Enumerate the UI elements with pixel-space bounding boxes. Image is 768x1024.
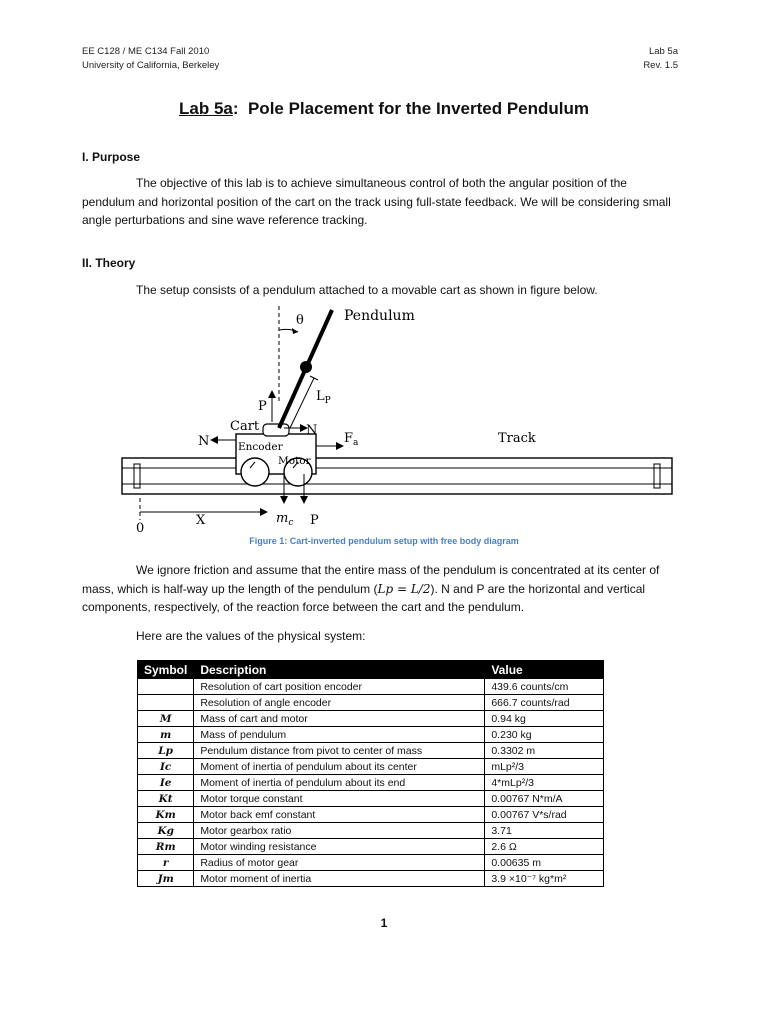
title-text: Pole Placement for the Inverted Pendulum	[247, 99, 589, 118]
n-left-label: N	[198, 434, 210, 449]
theta-label: θ	[296, 313, 304, 328]
zero-label: 0	[136, 521, 145, 536]
encoder-label: Encoder	[238, 441, 283, 453]
lab-label: Lab 5a	[648, 46, 678, 57]
col-description: Description	[194, 661, 485, 679]
theory-intro-text: The setup consists of a pendulum attached to a movable cart as shown in figure below.	[136, 283, 598, 297]
cart-pendulum-figure	[118, 302, 678, 536]
table-row: Resolution of cart position encoder 439.6 counts/cm	[138, 679, 604, 695]
theory-para1-b: ). N and P are the horizontal and vertical components, respectively, of the reaction force between the cart and the pendulum.	[82, 581, 646, 614]
purpose-text: The objective of this lab is to achieve simultaneous control of both the angular position of the pendulum and horizontal position of the cart on the track using full-state feedback. We will be considering small angle perturbations and sine wave reference tracking.	[82, 176, 671, 227]
page-title	[0, 99, 768, 119]
table-row: Resolution of angle encoder 666.7 counts/rad	[138, 695, 604, 711]
title-lab: Lab 5a	[179, 99, 233, 118]
header-right	[643, 45, 678, 73]
table-row: m Mass of pendulum 0.230 kg	[138, 727, 604, 743]
revision-label: Rev. 1.5	[643, 60, 678, 71]
page-number: 1	[380, 916, 388, 930]
values-intro	[82, 627, 682, 646]
lp-label: $L_P$	[316, 389, 331, 406]
table-row: r Radius of motor gear 0.00635 m	[138, 855, 604, 871]
table-row: Km Motor back emf constant 0.00767 V*s/rad	[138, 807, 604, 823]
university-label: University of California, Berkeley	[82, 60, 220, 71]
mc-label: $m_c$	[276, 511, 294, 528]
purpose-heading: I. Purpose	[82, 150, 141, 164]
cart-label: Cart	[230, 419, 260, 434]
fa-label: $F_a$	[344, 431, 359, 448]
track-label: Track	[498, 431, 536, 446]
values-intro-text: Here are the values of the physical system:	[136, 629, 366, 643]
n-right-label: N	[306, 423, 318, 438]
course-label: EE C128 / ME C134 Fall 2010	[82, 46, 210, 57]
table-header-row	[138, 661, 604, 679]
table-row: Lp Pendulum distance from pivot to center of mass 0.3302 m	[138, 743, 604, 759]
p-top-label: P	[258, 399, 267, 414]
p-bottom-label: P	[310, 513, 319, 528]
title-sep: :	[232, 99, 248, 118]
figure-caption: Figure 1: Cart-inverted pendulum setup with free body diagram	[249, 536, 519, 546]
parameters-table	[137, 660, 604, 887]
purpose-body	[82, 174, 682, 230]
table-row: Kg Motor gearbox ratio 3.71	[138, 823, 604, 839]
x-label: X	[196, 513, 206, 528]
col-value: Value	[485, 661, 604, 679]
table-row: Kt Motor torque constant 0.00767 N*m/A	[138, 791, 604, 807]
theory-para1	[82, 561, 682, 617]
theory-para1-a: We ignore friction and assume that the entire mass of the pendulum is concentrated at its center of mass, which is half-way up the length of the pendulum (	[82, 563, 660, 596]
table-row: Jm Motor moment of inertia 3.9 ×10⁻⁷ kg*m²	[138, 871, 604, 887]
motor-label: Motor	[278, 455, 311, 467]
theory-heading: II. Theory	[82, 256, 136, 270]
theory-para1-eq: Lp = L/2	[377, 581, 431, 596]
header-left	[82, 45, 219, 73]
col-symbol: Symbol	[138, 661, 194, 679]
table-row: Ic Moment of inertia of pendulum about its center mLp²/3	[138, 759, 604, 775]
table-row: Rm Motor winding resistance 2.6 Ω	[138, 839, 604, 855]
pendulum-label: Pendulum	[344, 308, 415, 324]
table-row: Ie Moment of inertia of pendulum about its end 4*mLp²/3	[138, 775, 604, 791]
track	[122, 458, 672, 494]
theory-intro	[82, 281, 682, 300]
table-row: M Mass of cart and motor 0.94 kg	[138, 711, 604, 727]
